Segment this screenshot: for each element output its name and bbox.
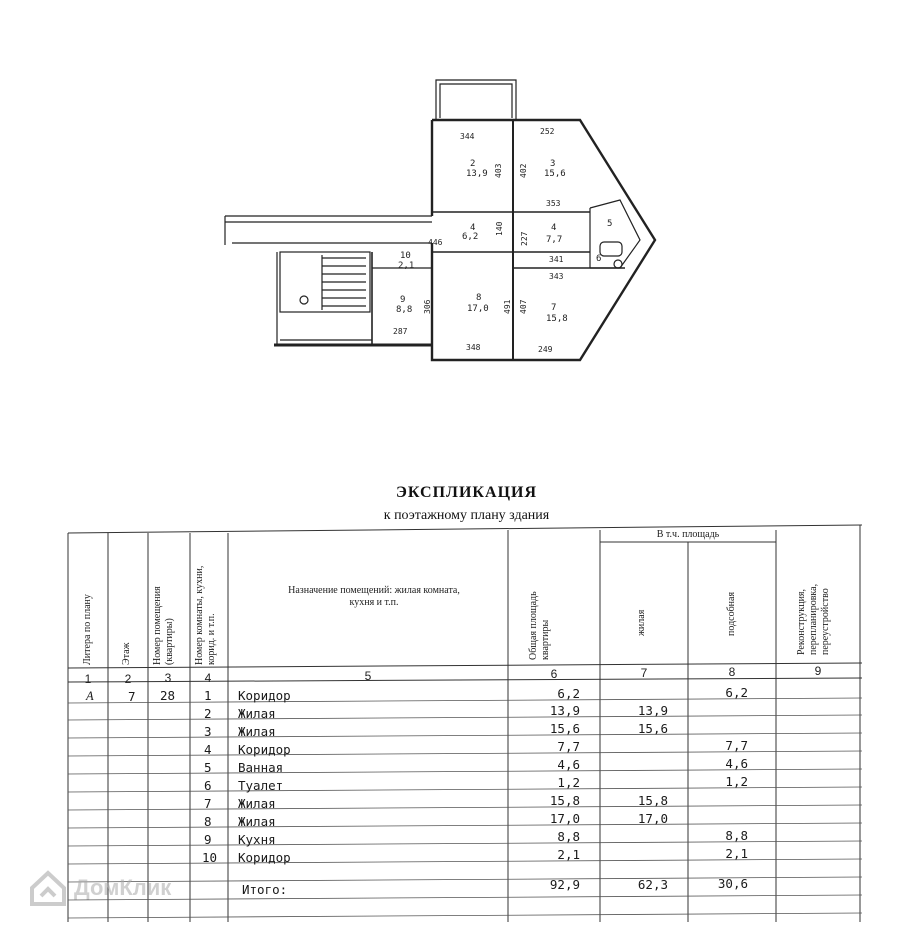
header-room: Номер комнаты, кухни, корид. и т.п.	[194, 565, 217, 665]
room-8-number: 8	[476, 293, 482, 303]
dimension-label: 344	[460, 132, 475, 141]
column-number: 9	[814, 664, 822, 678]
cell-room-no: 3	[204, 724, 212, 739]
room-3-number: 3	[550, 159, 556, 169]
explication-subtitle: к поэтажному плану здания	[383, 508, 550, 523]
cell-room-name: Коридор	[238, 688, 291, 703]
dimension-label: 343	[549, 272, 564, 281]
header-total-area: Общая площадь квартиры	[528, 591, 551, 660]
room-7-area: 15,8	[546, 314, 568, 324]
column-number: 8	[728, 665, 736, 679]
column-number: 2	[124, 672, 132, 686]
cell-room-no: 4	[204, 742, 212, 757]
cell-aux: 2,1	[725, 846, 748, 861]
room-5-number: 5	[607, 219, 613, 229]
cell-living: 15,8	[637, 793, 668, 808]
cell-room-no: 1	[204, 688, 212, 703]
cell-total: 13,9	[549, 703, 580, 718]
cell-room-name: Кухня	[238, 832, 276, 847]
dimension-label: 227	[520, 231, 529, 246]
room-4-area: 7,7	[546, 235, 563, 245]
column-number: 7	[640, 666, 648, 680]
cell-total: 15,6	[549, 721, 580, 736]
cell-aux: 7,7	[725, 738, 748, 753]
cell-room-name: Коридор	[238, 850, 291, 865]
dimension-label: 402	[519, 163, 528, 178]
cell-total: 6,2	[557, 686, 580, 701]
total-aux-value: 30,6	[717, 876, 748, 891]
room-10-number: 10	[400, 251, 411, 261]
header-auxiliary: подсобная	[726, 591, 737, 636]
cell-total: 17,0	[549, 811, 580, 826]
room-1-number: 4	[470, 223, 476, 233]
room-6-number: 6	[596, 254, 602, 264]
cell-room-no: 5	[204, 760, 212, 775]
dimension-label: 140	[495, 221, 504, 236]
cell-total: 15,8	[549, 793, 580, 808]
dimension-label: 306	[423, 299, 432, 314]
cell-apartment: 28	[160, 688, 176, 703]
header-reconstruction: Реконструкция, перепланировка, переустройство	[796, 583, 831, 655]
column-number: 3	[164, 671, 172, 685]
dimension-label: 249	[538, 345, 553, 354]
cell-total: 1,2	[557, 775, 580, 790]
cell-aux: 6,2	[725, 685, 748, 700]
watermark	[28, 868, 171, 908]
cell-room-no: 2	[204, 706, 212, 721]
room-2-number: 2	[470, 159, 476, 169]
cell-room-no: 9	[204, 832, 212, 847]
room-10-area: 2,1	[398, 261, 415, 271]
room-8-area: 17,0	[467, 304, 489, 314]
room-1-area: 6,2	[462, 232, 479, 242]
room-3-area: 15,6	[544, 169, 566, 179]
header-purpose: Назначение помещений: жилая комната, кухня и т.п.	[288, 585, 460, 608]
header-living: жилая	[636, 609, 647, 636]
header-incl-area: В т.ч. площадь	[656, 529, 720, 540]
total-label: Итого:	[242, 882, 288, 897]
cell-room-no: 8	[204, 814, 212, 829]
cell-living: 15,6	[637, 721, 668, 736]
cell-aux: 8,8	[725, 828, 748, 843]
cell-floor: 7	[128, 689, 136, 704]
cell-living: 17,0	[637, 811, 668, 826]
cell-room-name: Туалет	[238, 778, 284, 793]
cell-room-name: Жилая	[238, 814, 276, 829]
dimension-label: 252	[540, 127, 555, 136]
column-number: 4	[204, 671, 212, 685]
cell-total: 7,7	[557, 739, 580, 754]
cell-total: 4,6	[557, 757, 580, 772]
cell-room-no: 10	[202, 850, 218, 865]
dimension-label: 353	[546, 199, 561, 208]
room-2-area: 13,9	[466, 169, 488, 179]
dimension-label: 348	[466, 343, 481, 352]
total-area-value: 92,9	[549, 877, 580, 892]
cell-aux: 4,6	[725, 756, 748, 771]
header-litera: Литера по плану	[82, 594, 93, 665]
header-floor: Этаж	[121, 642, 132, 665]
cell-aux: 1,2	[725, 774, 748, 789]
cell-room-no: 7	[204, 796, 212, 811]
dimension-label: 403	[494, 163, 503, 178]
cell-room-name: Ванная	[238, 760, 284, 775]
room-9-area: 8,8	[396, 305, 413, 315]
total-living-value: 62,3	[637, 877, 668, 892]
cell-room-name: Жилая	[238, 724, 276, 739]
house-logo-icon	[28, 868, 68, 908]
cell-total: 2,1	[557, 847, 580, 862]
room-7-number: 7	[551, 303, 557, 313]
cell-room-name: Жилая	[238, 706, 276, 721]
room-4-number: 4	[551, 223, 557, 233]
cell-room-name: Жилая	[238, 796, 276, 811]
dimension-label: 446	[428, 238, 443, 247]
dimension-label: 407	[519, 299, 528, 314]
column-number: 1	[84, 672, 92, 686]
explication-title: ЭКСПЛИКАЦИЯ	[395, 484, 538, 501]
room-9-number: 9	[400, 295, 406, 305]
watermark-text: ДомКлик	[74, 875, 172, 900]
cell-room-no: 6	[204, 778, 212, 793]
cell-living: 13,9	[637, 703, 668, 718]
dimension-label: 491	[503, 299, 512, 314]
column-number: 5	[364, 669, 372, 683]
cell-room-name: Коридор	[238, 742, 291, 757]
cell-litera: А	[86, 689, 94, 703]
cell-total: 8,8	[557, 829, 580, 844]
dimension-label: 341	[549, 255, 564, 264]
dimension-label: 287	[393, 327, 408, 336]
header-apartment: Номер помещения (квартиры)	[152, 586, 175, 665]
column-number: 6	[550, 667, 558, 681]
